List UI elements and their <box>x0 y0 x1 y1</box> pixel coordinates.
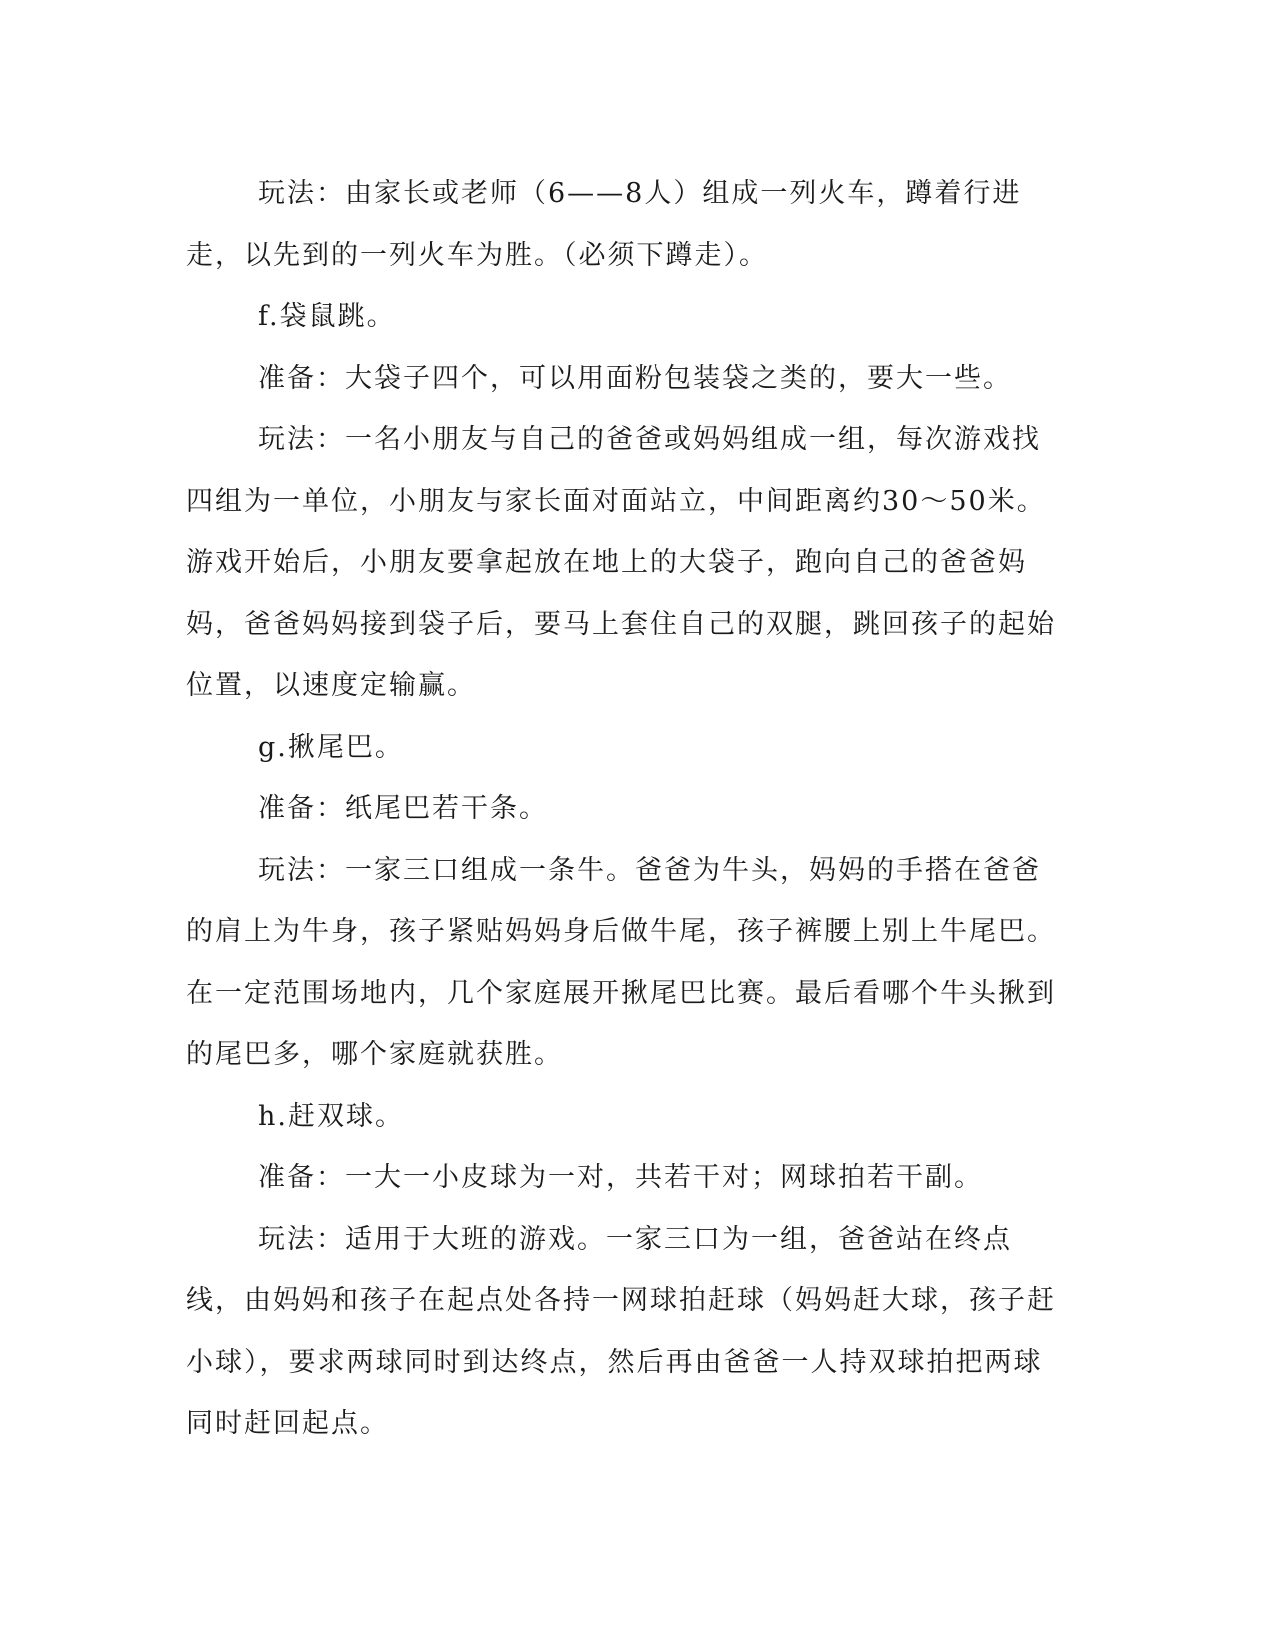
paragraph-kangaroo-rules: 玩法：一名小朋友与自己的爸爸或妈妈组成一组，每次游戏找四组为一单位，小朋友与家长面对面站立，中间距离约30～50米。游戏开始后，小朋友要拿起放在地上的大袋子，跑向自己的爸爸妈妈，爸爸妈妈接到袋子后，要马上套住自己的双腿，跳回孩子的起始位置，以速度定输赢。 <box>186 424 1056 701</box>
section-heading-pull-tail: g.揪尾巴。 <box>258 731 404 763</box>
paragraph-pull-tail-preparation: 准备：纸尾巴若干条。 <box>258 793 548 824</box>
paragraph-train-rules: 玩法：由家长或老师（6——8人）组成一列火车，蹲着行进走，以先到的一列火车为胜。（必须下蹲走）。 <box>186 178 1022 271</box>
paragraph-pull-tail-rules: 玩法：一家三口组成一条牛。爸爸为牛头，妈妈的手搭在爸爸的肩上为牛身，孩子紧贴妈妈身后做牛尾，孩子裤腰上别上牛尾巴。在一定范围场地内，几个家庭展开揪尾巴比赛。最后看哪个牛头揪到的尾巴多，哪个家庭就获胜。 <box>186 854 1056 1070</box>
paragraph-kangaroo-preparation: 准备：大袋子四个，可以用面粉包装袋之类的，要大一些。 <box>258 362 1012 394</box>
paragraph-double-ball-rules: 玩法：适用于大班的游戏。一家三口为一组，爸爸站在终点线，由妈妈和孩子在起点处各持一网球拍赶球（妈妈赶大球，孩子赶小球），要求两球同时到达终点，然后再由爸爸一人持双球拍把两球同时赶回起点。 <box>186 1223 1056 1439</box>
section-heading-double-ball: h.赶双球。 <box>258 1100 404 1132</box>
document-body <box>186 163 1066 1455</box>
section-heading-kangaroo-jump: f.袋鼠跳。 <box>258 301 396 332</box>
paragraph-double-ball-preparation: 准备：一大一小皮球为一对，共若干对；网球拍若干副。 <box>258 1162 983 1193</box>
